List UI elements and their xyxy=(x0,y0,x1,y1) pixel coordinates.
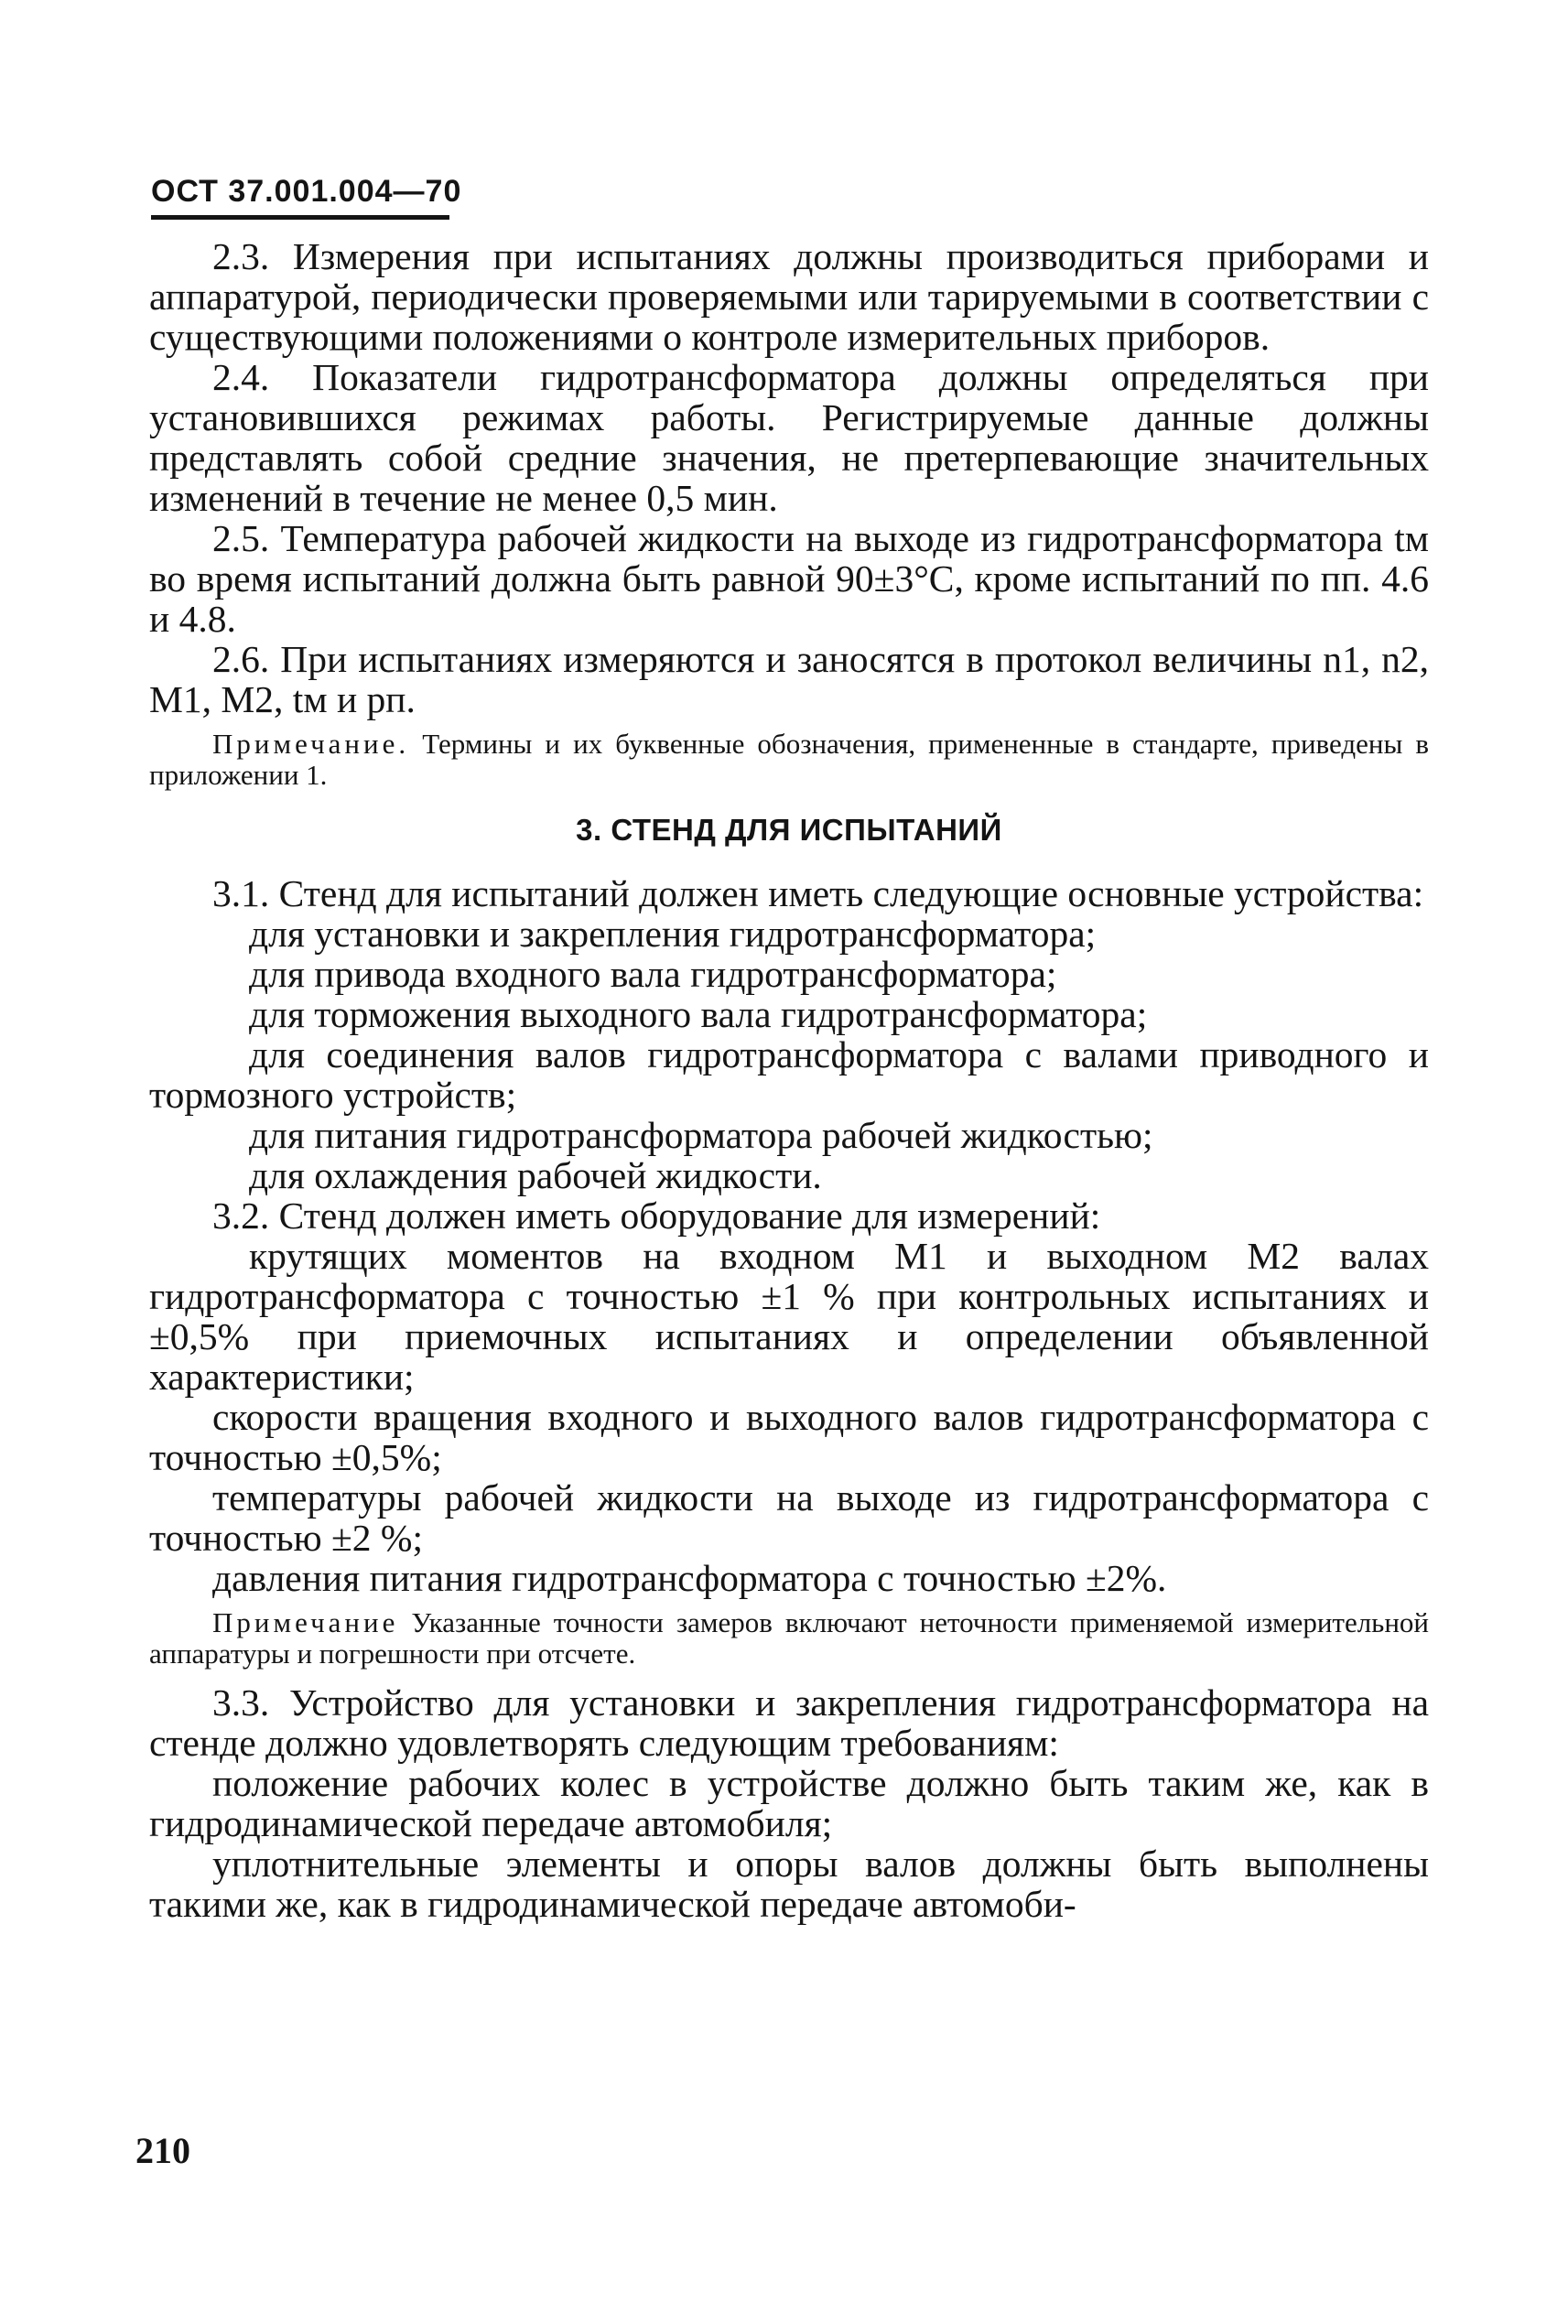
paragraph-3-1: 3.1. Стенд для испытаний должен иметь следующие основные устройства: xyxy=(212,872,1424,914)
note-2 xyxy=(149,1607,1429,1670)
list-item: давления питания гидротрансформатора с точностью ±2%. xyxy=(212,1557,1167,1599)
paragraph-2-5: 2.5. Температура рабочей жидкости на выходе из гидротрансформатора tм во время испытаний должна быть равной 90±3°С, кроме испытаний по пп. 4.6 и 4.8. xyxy=(149,517,1429,640)
list-item: положение рабочих колес в устройстве должно быть таким же, как в гидродинамической передаче автомобиля; xyxy=(149,1762,1429,1844)
paragraph-2-4: 2.4. Показатели гидротрансформатора должны определяться при установившихся режимах работы. Регистрируемые данные должны представлять собой средние значения, не претерпевающие значительных изменений в течение не менее 0,5 мин. xyxy=(149,356,1429,519)
paragraph-3-2: 3.2. Стенд должен иметь оборудование для измерений: xyxy=(212,1194,1101,1237)
note-1-text: Термины и их буквенные обозначения, примененные в стандарте, приведены в приложении 1. xyxy=(149,728,1429,791)
list-item: уплотнительные элементы и опоры валов должны быть выполнены такими же, как в гидродинамической передаче автомоби- xyxy=(149,1843,1429,1925)
note-1 xyxy=(149,729,1429,791)
page-content xyxy=(149,174,1429,1924)
list-item: для установки и закрепления гидротрансформатора; xyxy=(249,913,1097,955)
list-item: для охлаждения рабочей жидкости. xyxy=(249,1154,822,1196)
list-item: для питания гидротрансформатора рабочей жидкостью; xyxy=(249,1114,1153,1156)
list-item: температуры рабочей жидкости на выходе из гидротрансформатора с точностью ±2 %; xyxy=(149,1476,1429,1559)
list-item: скорости вращения входного и выходного валов гидротрансформатора с точностью ±0,5%; xyxy=(149,1396,1429,1478)
paragraph-2-6: 2.6. При испытаниях измеряются и заносятся в протокол величины n1, n2, M1, M2, tм и pп. xyxy=(149,638,1429,720)
page-number: 210 xyxy=(135,2130,190,2171)
list-item: для торможения выходного вала гидротрансформатора; xyxy=(249,993,1148,1035)
paragraph-3-3: 3.3. Устройство для установки и закрепления гидротрансформатора на стенде должно удовлетворять следующим требованиям: xyxy=(149,1681,1429,1764)
document-code: ОСТ 37.001.004—70 xyxy=(151,174,462,209)
note-1-label: Примечание. xyxy=(212,728,410,760)
header-rule xyxy=(151,215,449,220)
note-2-label: Примечание xyxy=(212,1606,399,1638)
list-item: для соединения валов гидротрансформатора с валами приводного и тормозного устройств; xyxy=(149,1033,1429,1116)
list-item: крутящих моментов на входном M1 и выходном M2 валах гидротрансформатора с точностью ±1 % при контрольных испытаниях и ±0,5% при приемочных испытаниях и определении объявленной характеристики; xyxy=(149,1235,1429,1398)
paragraph-2-3: 2.3. Измерения при испытаниях должны производиться приборами и аппаратурой, периодически проверяемыми или тарируемыми в соответствии с существующими положениями о контроле измерительных приборов. xyxy=(149,235,1429,358)
list-item: для привода входного вала гидротрансформатора; xyxy=(249,953,1057,995)
note-2-text: Указанные точности замеров включают неточности применяемой измерительной аппаратуры и погрешности при отсчете. xyxy=(149,1606,1430,1670)
section-3-title: 3. СТЕНД ДЛЯ ИСПЫТАНИЙ xyxy=(576,813,1002,847)
